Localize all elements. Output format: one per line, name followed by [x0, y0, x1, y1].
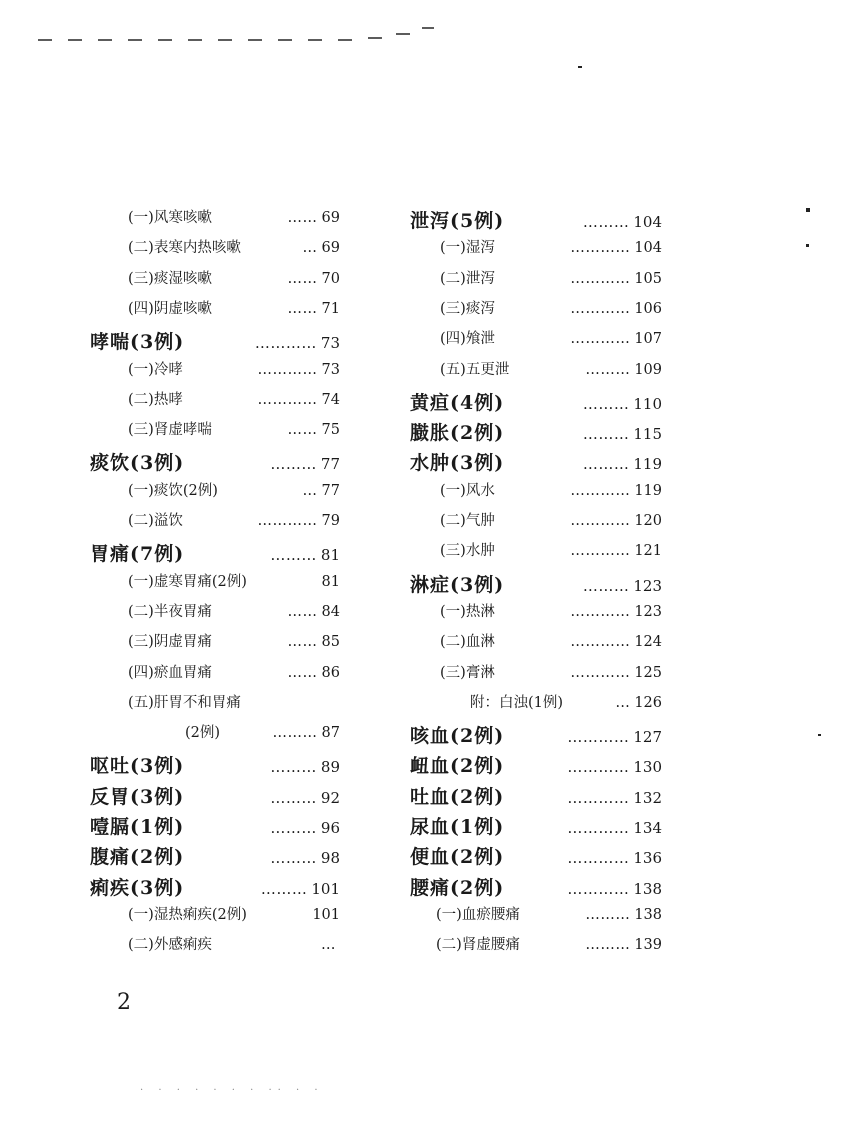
toc-leader-dots: …: [302, 482, 318, 499]
toc-leader-dots: …………: [570, 482, 631, 499]
toc-entry-title: 臌胀(2例): [410, 422, 505, 445]
toc-entry-title: 噎膈(1例): [90, 816, 185, 838]
toc-page-number: 77: [320, 455, 340, 474]
toc-entry-title: 淋症(3例): [410, 573, 505, 596]
toc-chapter-entry: [90, 539, 340, 566]
toc-section-entry: [128, 479, 340, 500]
toc-page-number: 120: [634, 513, 662, 529]
toc-chapter-entry: [410, 873, 662, 900]
toc-page-number: 126: [634, 694, 662, 711]
toc-chapter-entry: [90, 327, 340, 354]
toc-section-entry: [128, 236, 340, 257]
toc-chapter-entry: [90, 812, 340, 839]
toc-entry-title: (二)泄泻: [440, 270, 495, 287]
toc-entry-title: 吐血(2例): [410, 785, 505, 808]
toc-entry-title: 哮喘(3例): [90, 331, 185, 354]
toc-leader-dots: …………: [570, 603, 631, 620]
toc-section-entry: [440, 600, 662, 621]
toc-entry-title: (一)热淋: [440, 603, 495, 620]
toc-page-number: 81: [320, 546, 340, 565]
toc-page-number: 138: [634, 906, 662, 923]
toc-page-number: 92: [320, 788, 340, 807]
toc-section-entry: [128, 691, 340, 712]
scan-speck: [806, 244, 809, 247]
scan-speck: [818, 734, 821, 736]
toc-page-number: 106: [634, 300, 662, 317]
toc-leader-dots: …………: [570, 331, 631, 348]
toc-entry-title: 痢疾(3例): [90, 876, 185, 899]
toc-section-entry: [128, 933, 340, 954]
toc-section-entry: [440, 236, 662, 257]
toc-page-number: 69: [321, 240, 340, 257]
toc-leader-dots: ………: [582, 455, 630, 474]
toc-entry-title: (五)五更泄: [440, 361, 510, 378]
toc-leader-dots: ………: [270, 788, 317, 807]
toc-leader-dots: ………: [585, 906, 631, 923]
toc-entry-title: 胃痛(7例): [90, 543, 185, 566]
toc-page-number: 89: [320, 758, 340, 777]
toc-entry-title: (一)风水: [440, 482, 495, 499]
toc-page-number: 119: [634, 482, 662, 499]
toc-leader-dots: ……: [287, 422, 318, 439]
toc-entry-title: (四)飧泄: [440, 331, 495, 348]
toc-page-number: 132: [633, 788, 662, 807]
toc-page-number: 119: [633, 455, 662, 474]
toc-entry-title: (二)半夜胃痛: [128, 603, 212, 620]
toc-leader-dots: …………: [257, 361, 318, 378]
toc-page-number: 77: [321, 482, 340, 499]
toc-entry-title: 反胃(3例): [90, 785, 185, 808]
toc-page-number: 73: [321, 361, 340, 378]
toc-section-entry: [128, 388, 340, 409]
toc-entry-title: (三)水肿: [440, 543, 495, 560]
toc-page-number: 81: [321, 573, 340, 590]
toc-leader-dots: ……: [287, 300, 318, 317]
toc-section-entry: [128, 267, 340, 288]
toc-entry-title: (三)膏淋: [440, 664, 495, 681]
toc-leader-dots: ……: [287, 634, 318, 651]
toc-entry-title: (三)肾虚哮喘: [128, 422, 212, 439]
toc-page-number: 101: [312, 906, 340, 923]
toc-section-entry: [440, 358, 662, 379]
toc-section-entry: [436, 933, 662, 954]
toc-entry-title: 便血(2例): [410, 846, 505, 869]
toc-page-number: 101: [311, 879, 340, 898]
toc-entry-title: 咳血(2例): [410, 725, 505, 748]
toc-entry-title: 泄泻(5例): [410, 210, 505, 232]
toc-entry-title: 腹痛(2例): [90, 846, 185, 869]
toc-section-entry: [440, 479, 662, 500]
toc-chapter-entry: [410, 782, 662, 809]
toc-page-number: 71: [321, 300, 340, 317]
toc-leader-dots: …………: [570, 300, 631, 317]
toc-page-number: 84: [321, 603, 340, 620]
toc-chapter-entry: [410, 570, 662, 597]
toc-page-number: 73: [320, 334, 340, 353]
toc-page-number: 123: [633, 576, 662, 595]
toc-chapter-entry: [410, 751, 662, 778]
page-number: 2: [117, 990, 131, 1015]
toc-page-number: 110: [633, 394, 662, 413]
toc-entry-title: (二)肾虚腰痛: [436, 937, 520, 954]
toc-entry-title: 黄疸(4例): [410, 391, 505, 414]
toc-leader-dots: ……: [287, 270, 318, 287]
toc-leader-dots: ………: [270, 849, 317, 868]
toc-page-number: 107: [634, 331, 662, 348]
toc-section-entry: [470, 691, 662, 712]
toc-entry-title: (四)阴虚咳嗽: [128, 300, 212, 317]
toc-leader-dots: ………: [270, 819, 317, 837]
toc-leader-dots: …………: [570, 513, 631, 529]
toc-entry-title: (二)溢饮: [128, 513, 183, 529]
toc-section-entry: [440, 327, 662, 348]
toc-leader-dots: ………: [582, 576, 630, 595]
toc-leader-dots: ……: [287, 603, 318, 620]
toc-leader-dots: …………: [570, 240, 631, 257]
toc-entry-title: (一)冷哮: [128, 361, 183, 378]
toc-page-number: 124: [634, 634, 662, 651]
toc-leader-dots: ………: [270, 546, 317, 565]
toc-entry-title: (一)痰饮(2例): [128, 482, 218, 499]
footer-noise: . . . . . . . .. . .: [140, 1082, 324, 1093]
toc-entry-title: (2例): [185, 725, 221, 742]
toc-page-number: 87: [321, 725, 340, 742]
toc-entry-title: 附：白浊(1例): [470, 694, 564, 711]
toc-page-number: 105: [634, 270, 662, 287]
toc-leader-dots: ………: [582, 213, 630, 231]
toc-page-number: 104: [633, 213, 662, 231]
toc-section-entry: [128, 600, 340, 621]
toc-leader-dots: …………: [254, 334, 317, 353]
scan-speck: [806, 208, 810, 212]
toc-section-entry: [128, 570, 340, 591]
toc-leader-dots: …………: [570, 634, 631, 651]
toc-chapter-entry: [410, 418, 662, 445]
toc-page-number: 125: [634, 664, 662, 681]
toc-page-number: 121: [634, 543, 662, 560]
toc-section-entry: [440, 267, 662, 288]
top-dashed-rule: [38, 22, 438, 44]
toc-section-entry: [440, 539, 662, 560]
toc-section-entry: [440, 630, 662, 651]
toc-leader-dots: …………: [567, 819, 630, 837]
toc-leader-dots: …………: [567, 849, 630, 868]
toc-section-entry: [440, 661, 662, 682]
toc-leader-dots: …………: [567, 788, 630, 807]
toc-page-number: 127: [633, 728, 662, 747]
toc-chapter-entry: [410, 812, 662, 839]
toc-page-number: 69: [321, 210, 340, 226]
toc-chapter-entry: [410, 388, 662, 415]
toc-section-entry: [185, 721, 340, 742]
toc-entry-title: (二)外感痢疾: [128, 937, 212, 954]
toc-leader-dots: …: [321, 937, 336, 954]
toc-page-number: 138: [633, 879, 662, 898]
toc-section-entry: [128, 509, 340, 530]
toc-leader-dots: ……: [287, 210, 318, 226]
toc-leader-dots: ……: [287, 664, 318, 681]
toc-entry-title: (三)痰泻: [440, 300, 495, 317]
toc-section-entry: [128, 206, 340, 227]
toc-entry-title: 呕吐(3例): [90, 755, 185, 778]
toc-page-number: 86: [321, 664, 340, 681]
toc-entry-title: (二)表寒内热咳嗽: [128, 240, 241, 257]
toc-page-number: 139: [634, 937, 662, 954]
toc-entry-title: (二)气肿: [440, 513, 495, 529]
toc-leader-dots: …………: [570, 664, 631, 681]
toc-leader-dots: ………: [272, 725, 318, 742]
toc-leader-dots: …………: [570, 270, 631, 287]
toc-section-entry: [128, 358, 340, 379]
toc-leader-dots: …………: [257, 513, 318, 529]
toc-leader-dots: ………: [585, 937, 631, 954]
toc-page-number: 130: [633, 758, 662, 777]
toc-page-number: 79: [321, 513, 340, 529]
toc-entry-title: (一)血瘀腰痛: [436, 906, 520, 923]
toc-leader-dots: ………: [270, 455, 317, 474]
toc-section-entry: [128, 903, 340, 924]
toc-chapter-entry: [410, 448, 662, 475]
toc-page-number: 134: [633, 819, 662, 837]
toc-entry-title: (二)血淋: [440, 634, 495, 651]
toc-leader-dots: …………: [570, 543, 631, 560]
toc-entry-title: 衄血(2例): [410, 755, 505, 778]
toc-leader-dots: ………: [582, 394, 630, 413]
toc-chapter-entry: [410, 842, 662, 869]
toc-entry-title: (一)风寒咳嗽: [128, 210, 212, 226]
toc-entry-title: 尿血(1例): [410, 816, 505, 838]
toc-leader-dots: …………: [567, 758, 630, 777]
toc-page-number: 109: [634, 361, 662, 378]
toc-chapter-entry: [410, 721, 662, 748]
toc-section-entry: [128, 630, 340, 651]
toc-page-number: 75: [321, 422, 340, 439]
toc-chapter-entry: [90, 873, 340, 900]
toc-entry-title: (一)湿泻: [440, 240, 495, 257]
toc-entry-title: (二)热哮: [128, 391, 183, 408]
toc-entry-title: 腰痛(2例): [410, 876, 505, 899]
toc-chapter-entry: [90, 782, 340, 809]
toc-section-entry: [440, 297, 662, 318]
toc-chapter-entry: [90, 751, 340, 778]
toc-section-entry: [128, 661, 340, 682]
toc-section-entry: [436, 903, 662, 924]
toc-entry-title: (一)虚寒胃痛(2例): [128, 573, 247, 590]
toc-page-number: 74: [321, 391, 340, 408]
toc-leader-dots: …………: [257, 391, 318, 408]
toc-section-entry: [128, 418, 340, 439]
toc-chapter-entry: [410, 206, 662, 233]
toc-chapter-entry: [90, 842, 340, 869]
toc-leader-dots: …: [615, 694, 631, 711]
toc-leader-dots: …………: [567, 879, 630, 898]
toc-entry-title: (一)湿热痢疾(2例): [128, 906, 247, 923]
toc-section-entry: [440, 509, 662, 530]
toc-leader-dots: ………: [260, 879, 308, 898]
toc-leader-dots: ………: [585, 361, 631, 378]
toc-leader-dots: …: [302, 240, 318, 257]
toc-page-number: 96: [320, 819, 340, 837]
scan-speck: [578, 66, 582, 68]
toc-page-number: 136: [633, 849, 662, 868]
toc-entry-title: (三)痰湿咳嗽: [128, 270, 212, 287]
toc-leader-dots: ………: [582, 425, 630, 444]
toc-page-number: 115: [633, 425, 662, 444]
toc-leader-dots: …………: [567, 728, 630, 747]
toc-page-number: 70: [321, 270, 340, 287]
toc-page-number: 85: [321, 634, 340, 651]
toc-page-number: 123: [634, 603, 662, 620]
toc-entry-title: (五)肝胃不和胃痛: [128, 694, 241, 711]
toc-page-number: 104: [634, 240, 662, 257]
toc-entry-title: 痰饮(3例): [90, 452, 185, 475]
toc-leader-dots: ………: [270, 758, 317, 777]
toc-chapter-entry: [90, 448, 340, 475]
toc-section-entry: [128, 297, 340, 318]
toc-entry-title: (四)瘀血胃痛: [128, 664, 212, 681]
toc-entry-title: 水肿(3例): [410, 452, 505, 475]
toc-page-number: 98: [320, 849, 340, 868]
toc-entry-title: (三)阴虚胃痛: [128, 634, 212, 651]
